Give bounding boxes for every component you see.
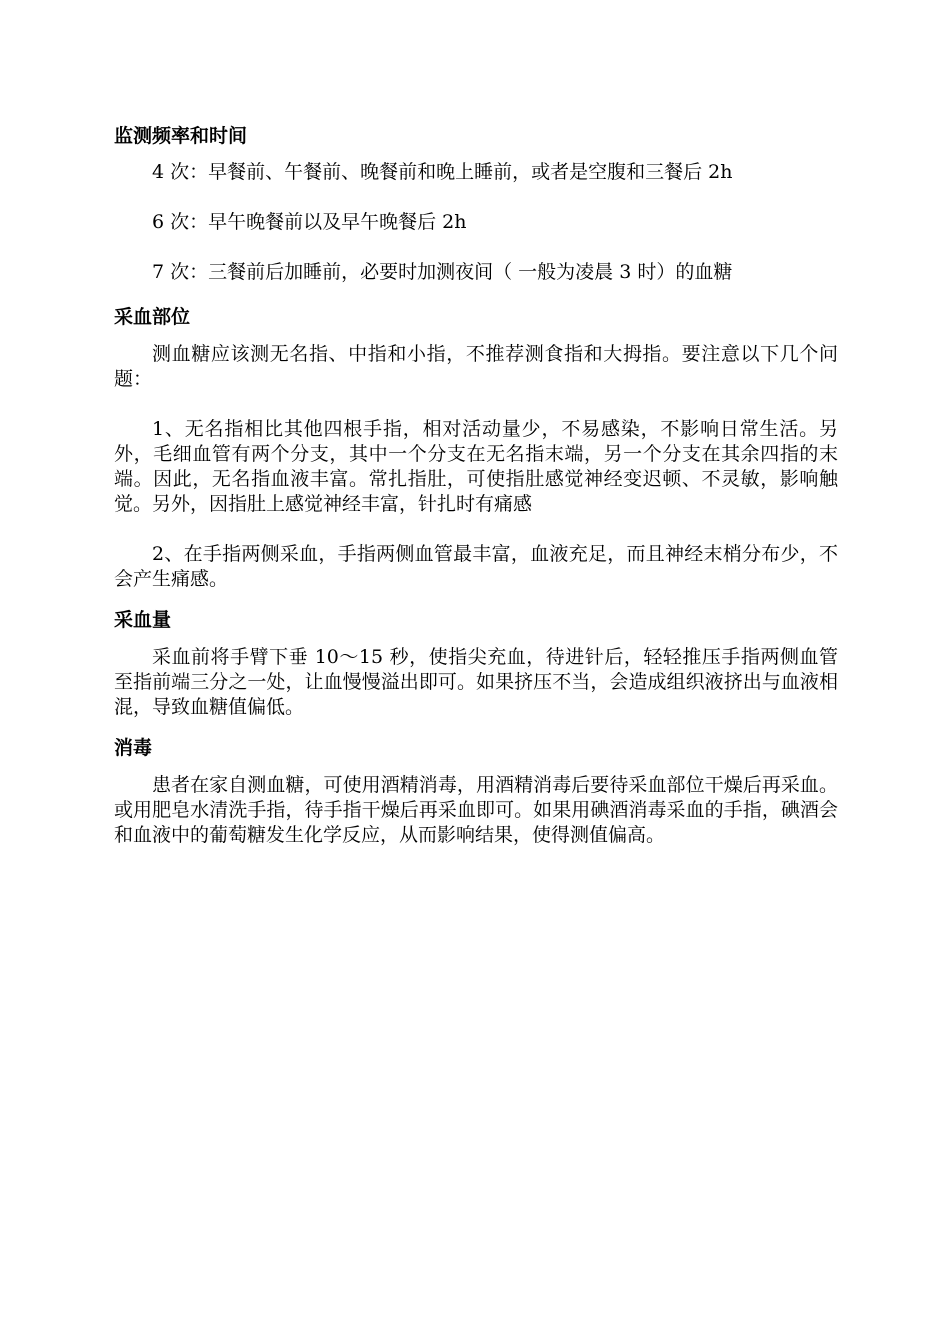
document-body	[114, 124, 838, 848]
section-disinfection	[114, 736, 838, 848]
section-monitoring-frequency	[114, 124, 838, 285]
section-blood-volume	[114, 608, 838, 720]
section-heading: 采血部位	[114, 306, 191, 328]
section-heading: 消毒	[114, 737, 153, 759]
paragraph-blood-volume: 采血前将手臂下垂 10～15 秒，使指尖充血，待进针后，轻轻推压手指两侧血管至指前端三分之一处，让血慢慢溢出即可。如果挤压不当，会造成组织液挤出与血液相混，导致血糖值偏低。	[114, 646, 838, 718]
paragraph-4-times: 4 次：早餐前、午餐前、晚餐前和晚上睡前，或者是空腹和三餐后 2h	[152, 161, 733, 183]
paragraph-point-1: 1、无名指相比其他四根手指，相对活动量少，不易感染，不影响日常生活。另外，毛细血管有两个分支，其中一个分支在无名指末端，另一个分支在其余四指的末端。因此，无名指血液丰富。常扎指肚，可使指肚感觉神经变迟顿、不灵敏，影响触觉。另外，因指肚上感觉神经丰富，针扎时有痛感	[114, 418, 838, 515]
paragraph-point-2: 2、在手指两侧采血，手指两侧血管最丰富，血液充足，而且神经末梢分布少，不会产生痛感。	[114, 543, 838, 590]
section-heading: 采血量	[114, 609, 172, 631]
paragraph-7-times: 7 次：三餐前后加睡前，必要时加测夜间（ 一般为凌晨 3 时）的血糖	[152, 261, 733, 283]
paragraph-disinfection: 患者在家自测血糖，可使用酒精消毒，用酒精消毒后要待采血部位干燥后再采血。或用肥皂水清洗手指，待手指干燥后再采血即可。如果用碘酒消毒采血的手指，碘酒会和血液中的葡萄糖发生化学反应，从而影响结果，使得测值偏高。	[114, 774, 838, 846]
section-heading: 监测频率和时间	[114, 125, 248, 147]
paragraph-intro: 测血糖应该测无名指、中指和小指，不推荐测食指和大拇指。要注意以下几个问题：	[114, 343, 838, 390]
paragraph-6-times: 6 次：早午晚餐前以及早午晚餐后 2h	[152, 211, 467, 233]
section-blood-sampling-site	[114, 305, 838, 592]
